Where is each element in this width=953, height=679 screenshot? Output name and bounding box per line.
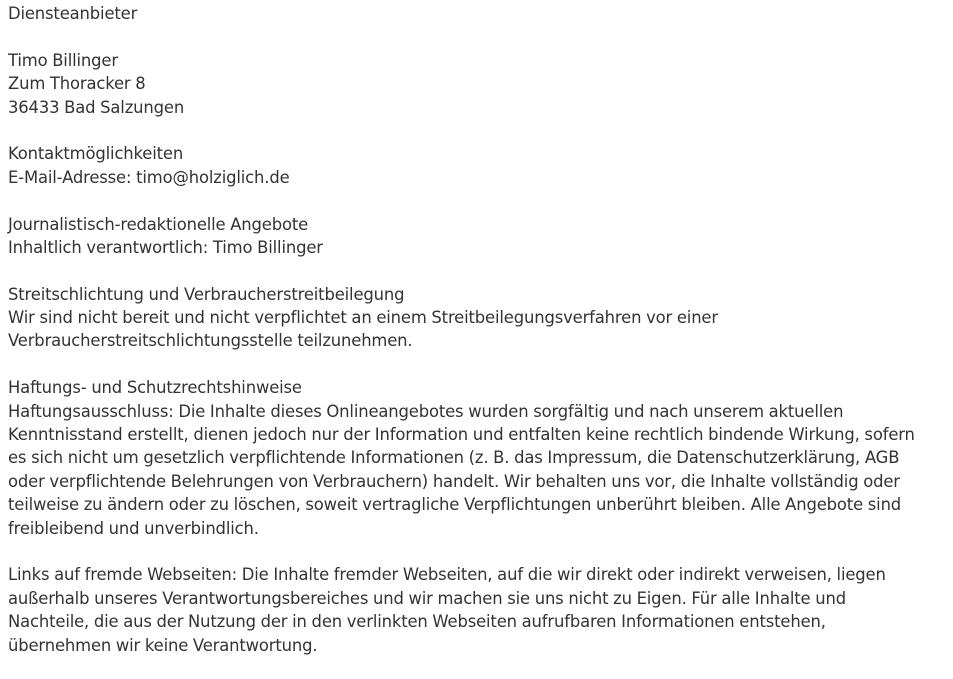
spacer bbox=[8, 119, 938, 142]
dispute-text-line: Wir sind nicht bereit und nicht verpflichtet an einem Streitbeilegungsverfahren vor einer bbox=[8, 308, 718, 328]
spacer bbox=[8, 353, 938, 376]
contact-email: E-Mail-Adresse: timo@holziglich.de bbox=[8, 167, 290, 187]
disclaimer-line: Haftungsausschluss: Die Inhalte dieses Onlineangebotes wurden sorgfältig und nach unserem aktuellen bbox=[8, 401, 844, 421]
editorial-section bbox=[8, 213, 938, 260]
provider-street: Zum Thoracker 8 bbox=[8, 74, 146, 94]
disclaimer-line: freibleibend und unverbindlich. bbox=[8, 518, 259, 538]
dispute-text-line: Verbraucherstreitschlichtungsstelle teilzunehmen. bbox=[8, 331, 413, 351]
external-links-line: außerhalb unseres Verantwortungsbereiches und wir machen sie uns nicht zu Eigen. Für alle Inhalte und bbox=[8, 588, 846, 608]
disclaimer-line: es sich nicht um gesetzlich verpflichtende Informationen (z. B. das Impressum, die Datenschutzerklärung, AGB bbox=[8, 448, 900, 468]
external-links-line: Nachteile, die aus der Nutzung der in den verlinkten Webseiten aufrufbaren Informationen entstehen, bbox=[8, 612, 826, 632]
imprint-document bbox=[8, 2, 938, 657]
dispute-heading: Streitschlichtung und Verbraucherstreitbeilegung bbox=[8, 284, 405, 304]
disclaimer-line: Kenntnisstand erstellt, dienen jedoch nur der Information und entfalten keine rechtlich bindende Wirkung, sofern bbox=[8, 425, 915, 445]
external-links-line: übernehmen wir keine Verantwortung. bbox=[8, 635, 318, 655]
dispute-section bbox=[8, 283, 938, 353]
provider-city: 36433 Bad Salzungen bbox=[8, 97, 185, 117]
spacer bbox=[8, 540, 938, 563]
contact-heading: Kontaktmöglichkeiten bbox=[8, 144, 184, 164]
disclaimer-line: oder verpflichtende Belehrungen von Verbrauchern) handelt. Wir behalten uns vor, die Inhalte vollständig oder bbox=[8, 471, 900, 491]
spacer bbox=[8, 189, 938, 212]
editorial-responsible: Inhaltlich verantwortlich: Timo Billinger bbox=[8, 237, 323, 257]
spacer bbox=[8, 25, 938, 48]
disclaimer-line: teilweise zu ändern oder zu löschen, soweit vertragliche Verpflichtungen unberührt bleiben. Alle Angebote sind bbox=[8, 495, 902, 515]
provider-heading: Diensteanbieter bbox=[8, 4, 138, 23]
contact-section bbox=[8, 142, 938, 189]
external-links-line: Links auf fremde Webseiten: Die Inhalte fremder Webseiten, auf die wir direkt oder indirekt verweisen, liegen bbox=[8, 565, 886, 585]
editorial-heading: Journalistisch-redaktionelle Angebote bbox=[8, 214, 309, 234]
liability-section bbox=[8, 376, 938, 657]
liability-heading: Haftungs- und Schutzrechtshinweise bbox=[8, 378, 302, 398]
provider-section bbox=[8, 2, 938, 119]
provider-name: Timo Billinger bbox=[8, 50, 118, 70]
spacer bbox=[8, 259, 938, 282]
